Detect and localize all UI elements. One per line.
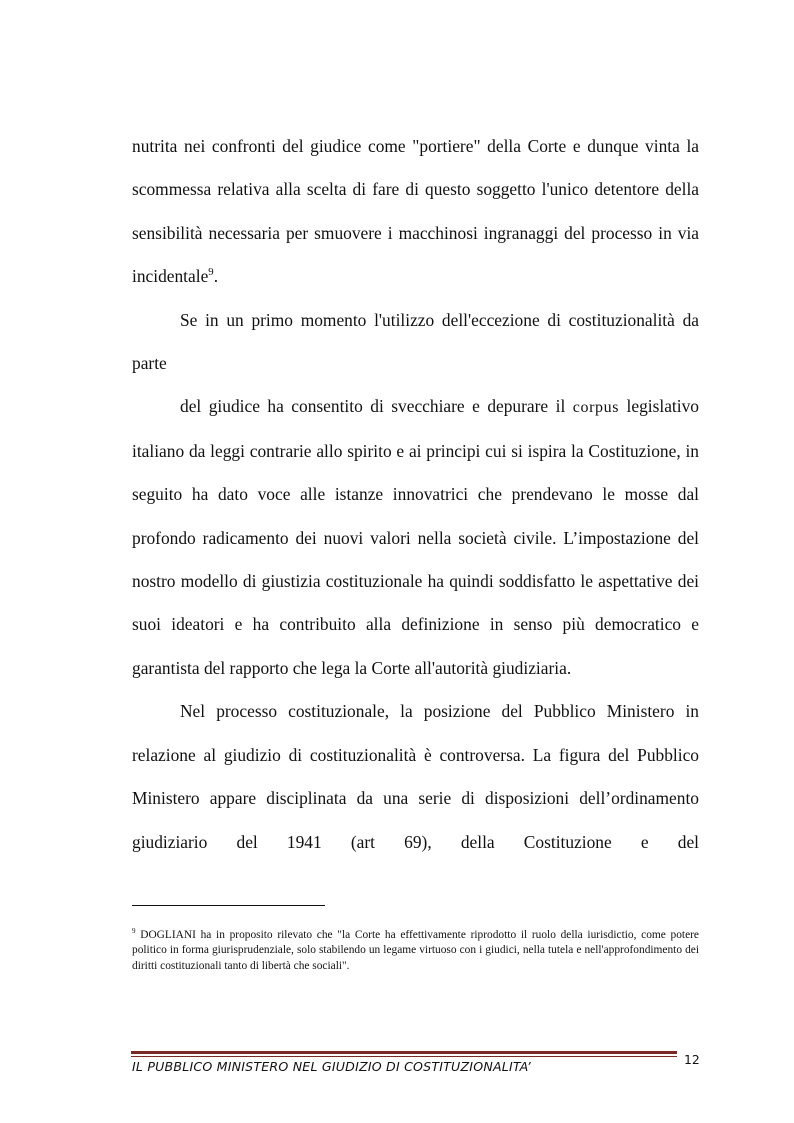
paragraph-3-after: legislativo italiano da leggi contrarie allo spirito e ai principi cui si ispira la Costituzione, in seguito ha dato voce alle istanze innovatrici che prendevano le mosse dal profondo radicamento dei nuovi valori nella società civile. L’impostazione del nostro modello di giustizia costituzionale ha quindi soddisfatto le aspettative dei suoi ideatori e ha contribuito alla definizione in senso più democratico e garantista del rapporto che lega la Corte all'autorità giudiziaria.: [132, 396, 699, 678]
paragraph-4: Nel processo costituzionale, la posizione del Pubblico Ministero in relazione al giudizio di costituzionalità è controversa. La figura del Pubblico Ministero appare disciplinata da una serie di disposizioni dell’ordinamento giudiziario del 1941 (art 69), della Costituzione e del: [132, 701, 699, 852]
footnote-reference: 9: [208, 266, 214, 279]
footnote-separator: [132, 905, 325, 906]
footer-rule-thin: [131, 1056, 677, 1057]
paragraph-3-before: del giudice ha consentito di svecchiare e depurare il: [180, 396, 566, 417]
footer-rule-thick: [131, 1051, 677, 1054]
footer-title: IL PUBBLICO MINISTERO NEL GIUDIZIO DI COSTITUZIONALITA’: [132, 1059, 531, 1074]
body-text: [132, 125, 699, 864]
page-number: 12: [684, 1052, 700, 1067]
footnote-text: DOGLIANI ha in proposito rilevato che "la Corte ha effettivamente riprodotto il ruolo della iurisdictio, come potere politico in forma giurisprudenziale, solo stabilendo un legame virtuoso con i giudici, nella tutela e nell'approfondimento dei diritti costituzionali tanto di libertà che sociali".: [132, 929, 699, 972]
paragraph-3: [132, 385, 699, 690]
paragraph-1-end: .: [213, 266, 219, 287]
paragraph-1-text: nutrita nei confronti del giudice come "portiere" della Corte e dunque vinta la scommessa relativa alla scelta di fare di questo soggetto l'unico detentore della sensibilità necessaria per smuovere i macchinosi ingranaggi del processo in via incidentale: [132, 136, 699, 287]
paragraph-1: [132, 125, 699, 299]
footnote: [132, 928, 699, 974]
paragraph-2: Se in un primo momento l'utilizzo dell'eccezione di costituzionalità da parte: [132, 309, 699, 374]
corpus-word: corpus: [572, 399, 620, 417]
footnote-number: 9: [132, 927, 136, 936]
